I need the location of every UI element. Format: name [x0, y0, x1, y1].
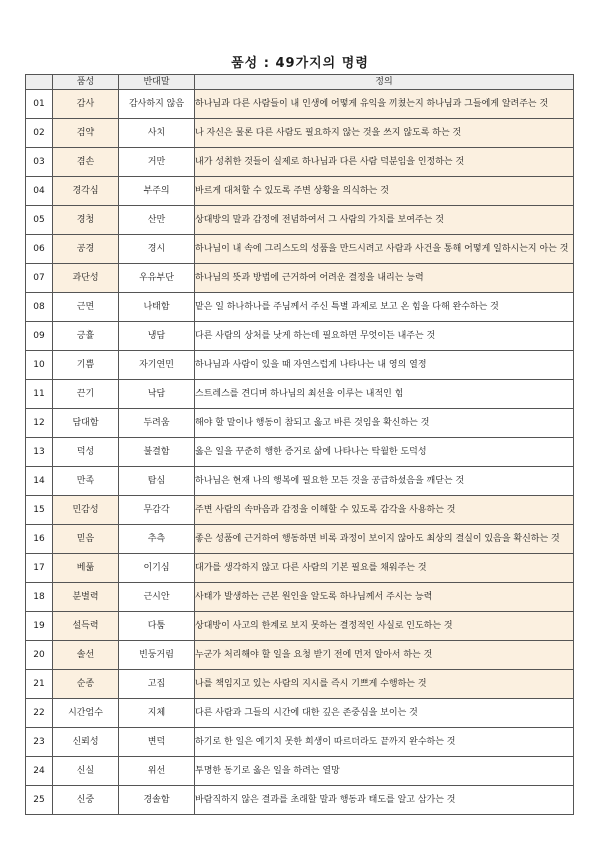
opposite-trait: 사치 [119, 119, 195, 148]
table-row [26, 119, 574, 148]
character-trait: 신뢰성 [53, 728, 119, 757]
definition-text: 사태가 발생하는 근본 원인을 알도록 하나님께서 주시는 능력 [195, 583, 574, 612]
character-trait: 기쁨 [53, 351, 119, 380]
table-row [26, 786, 574, 815]
table-row [26, 496, 574, 525]
row-number: 20 [26, 641, 53, 670]
table-row [26, 699, 574, 728]
row-number: 21 [26, 670, 53, 699]
table-row [26, 670, 574, 699]
table-row [26, 177, 574, 206]
definition-text: 투명한 동기로 옳은 일을 하려는 열망 [195, 757, 574, 786]
row-number: 13 [26, 438, 53, 467]
table-row [26, 148, 574, 177]
row-number: 04 [26, 177, 53, 206]
row-number: 05 [26, 206, 53, 235]
table-row [26, 293, 574, 322]
character-trait: 순종 [53, 670, 119, 699]
opposite-trait: 거만 [119, 148, 195, 177]
character-trait: 감사 [53, 90, 119, 119]
table-row [26, 757, 574, 786]
table-row [26, 206, 574, 235]
character-trait: 신중 [53, 786, 119, 815]
definition-text: 스트레스를 견디며 하나님의 최선을 이루는 내적인 힘 [195, 380, 574, 409]
character-trait: 겸손 [53, 148, 119, 177]
character-trait: 신실 [53, 757, 119, 786]
definition-text: 바람직하지 않은 결과를 초래할 말과 행동과 태도를 알고 삼가는 것 [195, 786, 574, 815]
definition-text: 다른 사람과 그들의 시간에 대한 깊은 존중심을 보이는 것 [195, 699, 574, 728]
opposite-trait: 산만 [119, 206, 195, 235]
definition-text: 주변 사람의 속마음과 감정을 이해할 수 있도록 감각을 사용하는 것 [195, 496, 574, 525]
opposite-trait: 감사하지 않음 [119, 90, 195, 119]
row-number: 09 [26, 322, 53, 351]
definition-text: 누군가 처리해야 할 일을 요청 받기 전에 먼저 알아서 하는 것 [195, 641, 574, 670]
character-trait: 검약 [53, 119, 119, 148]
table-row [26, 641, 574, 670]
opposite-trait: 경시 [119, 235, 195, 264]
character-trait: 덕성 [53, 438, 119, 467]
header-opposite: 반대말 [119, 75, 195, 90]
row-number: 08 [26, 293, 53, 322]
table-row [26, 322, 574, 351]
row-number: 19 [26, 612, 53, 641]
opposite-trait: 냉담 [119, 322, 195, 351]
table-body [26, 90, 574, 815]
table-row [26, 351, 574, 380]
definition-text: 대가를 생각하지 않고 다른 사람의 기본 필요를 채워주는 것 [195, 554, 574, 583]
row-number: 12 [26, 409, 53, 438]
character-trait: 경각심 [53, 177, 119, 206]
character-trait: 만족 [53, 467, 119, 496]
opposite-trait: 무감각 [119, 496, 195, 525]
opposite-trait: 불결함 [119, 438, 195, 467]
row-number: 23 [26, 728, 53, 757]
opposite-trait: 나태함 [119, 293, 195, 322]
definition-text: 옳은 일을 꾸준히 행한 증거로 삶에 나타나는 탁월한 도덕성 [195, 438, 574, 467]
definition-text: 좋은 성품에 근거하여 행동하면 비록 과정이 보이지 않아도 최상의 결실이 있음을 확신하는 것 [195, 525, 574, 554]
row-number: 24 [26, 757, 53, 786]
row-number: 17 [26, 554, 53, 583]
definition-text: 하기로 한 일은 예기치 못한 희생이 따르더라도 끝까지 완수하는 것 [195, 728, 574, 757]
opposite-trait: 탐심 [119, 467, 195, 496]
header-number [26, 75, 53, 90]
row-number: 10 [26, 351, 53, 380]
definition-text: 하나님과 다른 사람들이 내 인생에 어떻게 유익을 끼쳤는지 하나님과 그들에게 알려주는 것 [195, 90, 574, 119]
opposite-trait: 근시안 [119, 583, 195, 612]
table-row [26, 612, 574, 641]
character-trait: 시간엄수 [53, 699, 119, 728]
table-row [26, 467, 574, 496]
opposite-trait: 낙담 [119, 380, 195, 409]
definition-text: 상대방이 사고의 한계로 보지 못하는 결정적인 사실로 인도하는 것 [195, 612, 574, 641]
definition-text: 하나님의 뜻과 방법에 근거하여 어려운 결정을 내리는 능력 [195, 264, 574, 293]
character-trait: 경청 [53, 206, 119, 235]
opposite-trait: 다툼 [119, 612, 195, 641]
opposite-trait: 변덕 [119, 728, 195, 757]
row-number: 15 [26, 496, 53, 525]
definition-text: 하나님은 현재 나의 행복에 필요한 모든 것을 공급하셨음을 깨닫는 것 [195, 467, 574, 496]
row-number: 01 [26, 90, 53, 119]
page-title: 품성 : 49가지의 명령 [231, 56, 369, 71]
definition-text: 나를 책임지고 있는 사람의 지시를 즉시 기쁘게 수행하는 것 [195, 670, 574, 699]
table-row [26, 728, 574, 757]
row-number: 11 [26, 380, 53, 409]
definition-text: 나 자신은 물론 다른 사람도 필요하지 않는 것을 쓰지 않도록 하는 것 [195, 119, 574, 148]
row-number: 25 [26, 786, 53, 815]
opposite-trait: 경솔함 [119, 786, 195, 815]
opposite-trait: 이기심 [119, 554, 195, 583]
row-number: 03 [26, 148, 53, 177]
character-trait: 담대함 [53, 409, 119, 438]
character-trait: 베풂 [53, 554, 119, 583]
table-row [26, 438, 574, 467]
opposite-trait: 빈둥거림 [119, 641, 195, 670]
row-number: 02 [26, 119, 53, 148]
definition-text: 상대방의 말과 감정에 전념하여서 그 사람의 가치를 보여주는 것 [195, 206, 574, 235]
table-row [26, 409, 574, 438]
character-trait: 설득력 [53, 612, 119, 641]
character-trait: 솔선 [53, 641, 119, 670]
header-definition: 정의 [195, 75, 574, 90]
definition-text: 하나님과 사람이 있을 때 자연스럽게 나타나는 내 영의 열정 [195, 351, 574, 380]
table-row [26, 525, 574, 554]
opposite-trait: 고집 [119, 670, 195, 699]
character-trait: 공경 [53, 235, 119, 264]
character-trait: 분별력 [53, 583, 119, 612]
character-trait: 민감성 [53, 496, 119, 525]
opposite-trait: 지체 [119, 699, 195, 728]
opposite-trait: 우유부단 [119, 264, 195, 293]
character-trait: 과단성 [53, 264, 119, 293]
row-number: 22 [26, 699, 53, 728]
character-trait: 믿음 [53, 525, 119, 554]
header-character: 품성 [53, 75, 119, 90]
row-number: 16 [26, 525, 53, 554]
row-number: 06 [26, 235, 53, 264]
table-row [26, 90, 574, 119]
table-row [26, 380, 574, 409]
table-row [26, 264, 574, 293]
table-row [26, 235, 574, 264]
definition-text: 하나님이 내 속에 그리스도의 성품을 만드시려고 사람과 사건을 통해 어떻게 일하시는지 아는 것 [195, 235, 574, 264]
definition-text: 내가 성취한 것들이 실제로 하나님과 다른 사람 덕분임을 인정하는 것 [195, 148, 574, 177]
character-trait: 근면 [53, 293, 119, 322]
opposite-trait: 두려움 [119, 409, 195, 438]
opposite-trait: 자기연민 [119, 351, 195, 380]
definition-text: 맡은 일 하나하나를 주님께서 주신 특별 과제로 보고 온 힘을 다해 완수하는 것 [195, 293, 574, 322]
character-trait: 끈기 [53, 380, 119, 409]
opposite-trait: 위선 [119, 757, 195, 786]
definition-text: 해야 할 말이나 행동이 참되고 옳고 바른 것임을 확신하는 것 [195, 409, 574, 438]
opposite-trait: 추측 [119, 525, 195, 554]
row-number: 18 [26, 583, 53, 612]
row-number: 07 [26, 264, 53, 293]
character-table [25, 74, 574, 815]
definition-text: 다른 사람의 상처를 낫게 하는데 필요하면 무엇이든 내주는 것 [195, 322, 574, 351]
row-number: 14 [26, 467, 53, 496]
character-trait: 긍휼 [53, 322, 119, 351]
table-header-row [26, 75, 574, 90]
definition-text: 바르게 대처할 수 있도록 주변 상황을 의식하는 것 [195, 177, 574, 206]
table-row [26, 554, 574, 583]
opposite-trait: 부주의 [119, 177, 195, 206]
table-row [26, 583, 574, 612]
